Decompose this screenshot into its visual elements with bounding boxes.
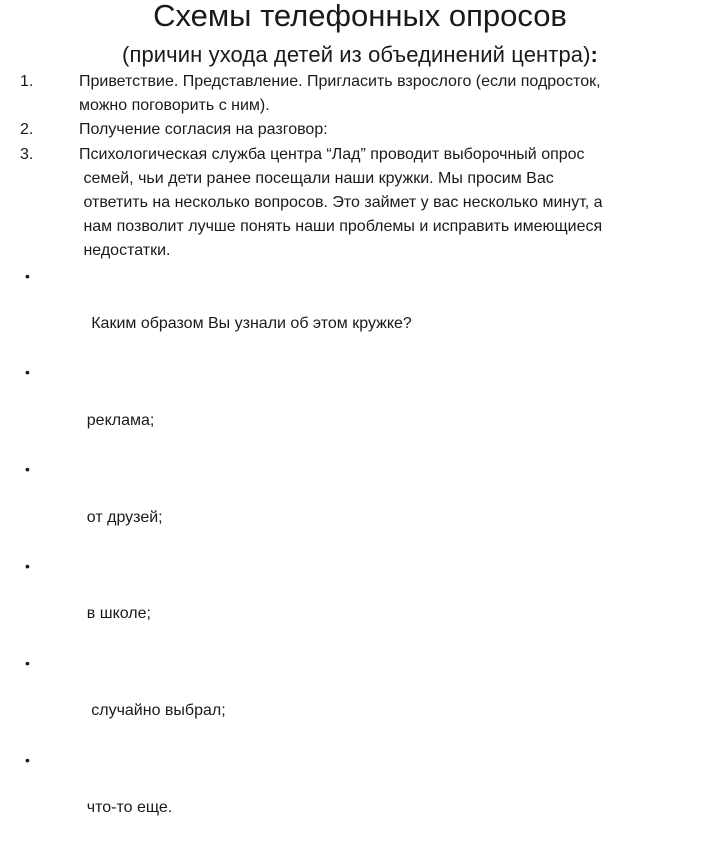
item-line: семей, чьи дети ранее посещали наши кружки. Мы просим Вас [79, 169, 554, 187]
bullet-text: случайно выбрал; [86, 702, 226, 720]
item-line: Приветствие. Представление. Пригласить взрослого (если подросток, [79, 73, 601, 90]
numbered-item-2 [20, 118, 710, 142]
bullet-icon: • [25, 558, 30, 575]
bullet-text: реклама; [86, 411, 155, 429]
item-line: Получение согласия на разговор: [79, 121, 328, 139]
item-number: 1. [20, 73, 34, 90]
subtitle-text: (причин ухода детей из объединений центра) [122, 42, 591, 67]
bullet-icon: • [25, 654, 30, 671]
bullet-item-other [20, 748, 710, 845]
bullet-icon: • [25, 364, 30, 381]
subtitle-colon: : [590, 42, 598, 67]
item-line: ответить на несколько вопросов. Это займет у вас несколько минут, а [79, 194, 603, 212]
slide-body [20, 70, 710, 845]
bullet-item-advertising [20, 360, 710, 457]
slide-subtitle [0, 40, 720, 70]
bullet-icon: • [25, 267, 30, 284]
slide-title: Схемы телефонных опросов [153, 0, 567, 33]
item-number: 3. [20, 145, 34, 163]
bullet-item-school [20, 554, 710, 651]
bullet-text: от друзей; [86, 508, 163, 526]
item-number: 2. [20, 121, 34, 139]
item-line: можно поговорить с ним). [79, 97, 270, 115]
numbered-item-1 [20, 70, 710, 118]
bullet-text: в школе; [86, 605, 151, 623]
item-line: Психологическая служба центра “Лад” проводит выборочный опрос [79, 145, 585, 163]
bullet-icon: • [25, 461, 30, 478]
bullet-item-question [20, 264, 710, 361]
bullet-item-randomly [20, 651, 710, 748]
item-line: нам позволит лучше понять наши проблемы и исправить имеющиеся [79, 218, 603, 236]
numbered-item-3 [20, 143, 710, 264]
bullet-icon: • [25, 751, 30, 768]
bullet-text: Каким образом Вы узнали об этом кружке? [86, 315, 412, 333]
item-line: недостатки. [79, 242, 171, 260]
bullet-text: что-то еще. [86, 799, 173, 817]
